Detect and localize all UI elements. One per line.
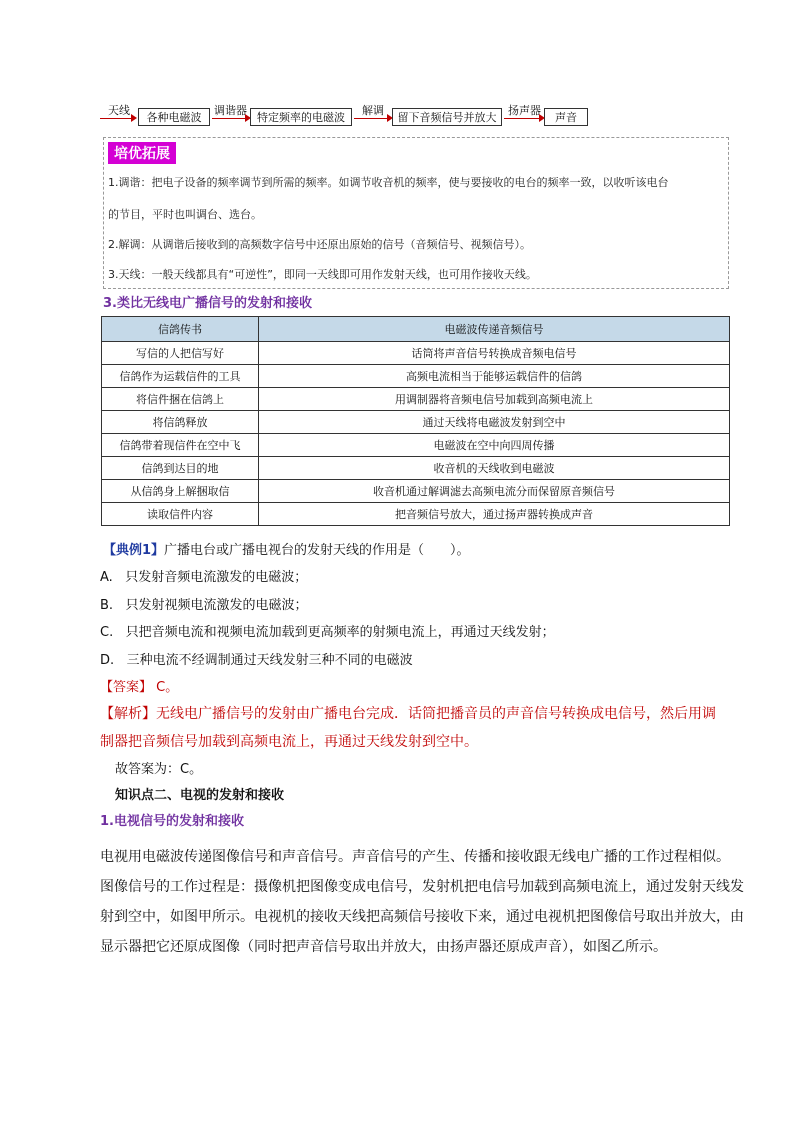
expansion-line-3: 2.解调：从调谐后接收到的高频数字信号中还原出原始的信号（音频信号、视频信号）。	[108, 238, 531, 251]
table-row	[102, 365, 730, 388]
option-letter: C.	[100, 625, 114, 640]
comparison-table	[101, 316, 730, 526]
knowledge-point-2-subheading: 1.电视信号的发射和接收	[100, 814, 244, 829]
paragraph-line-1: 电视用电磁波传递图像信号和声音信号。声音信号的产生、传播和接收跟无线电广播的工作过程相似。	[100, 849, 730, 865]
analysis-text-1: 无线电广播信号的发射由广播电台完成．话筒把播音员的声音信号转换成电信号，然后用调	[156, 706, 716, 722]
table-cell: 信鸽作为运载信件的工具	[102, 365, 259, 388]
table-cell: 写信的人把信写好	[102, 342, 259, 365]
answer-tag: 【答案】	[100, 680, 153, 695]
table-row	[102, 434, 730, 457]
expansion-title: 培优拓展	[108, 142, 176, 164]
table-cell: 收音机的天线收到电磁波	[259, 457, 730, 480]
expansion-line-1: 1.调谐：把电子设备的频率调节到所需的频率。如调节收音机的频率，使与要接收的电台的频率一致，以收听该电台	[108, 176, 669, 189]
conclusion: 故答案为：C。	[115, 762, 203, 777]
option-letter: B.	[100, 598, 114, 613]
table-cell: 用调制器将音频电信号加载到高频电流上	[259, 388, 730, 411]
table-row	[102, 457, 730, 480]
option-b	[100, 594, 307, 613]
example-question-text: 广播电台或广播电视台的发射天线的作用是（ ）。	[164, 543, 470, 558]
paragraph-line-3: 射到空中，如图甲所示。电视机的接收天线把高频信号接收下来，通过电视机把图像信号取出并放大，由	[100, 909, 744, 925]
option-letter: D.	[100, 653, 115, 668]
table-header-row	[102, 317, 730, 342]
table-cell: 信鸽到达目的地	[102, 457, 259, 480]
expansion-line-2: 的节目，平时也叫调台、选台。	[108, 208, 262, 221]
table-cell: 将信鸽释放	[102, 411, 259, 434]
table-cell: 从信鸽身上解捆取信	[102, 480, 259, 503]
table-cell: 读取信件内容	[102, 503, 259, 526]
flow-arrow-label-1: 调谐器	[214, 104, 247, 117]
expansion-box	[103, 137, 729, 289]
table-cell: 收音机通过解调滤去高频电流分而保留原音频信号	[259, 480, 730, 503]
option-text: 只发射视频电流激发的电磁波；	[125, 598, 308, 613]
option-letter: A.	[100, 570, 113, 585]
paragraph-line-2: 图像信号的工作过程是：摄像机把图像变成电信号，发射机把电信号加载到高频电流上，通过发射天线发	[100, 879, 744, 895]
table-cell: 信鸽带着现信件在空中飞	[102, 434, 259, 457]
flow-arrow-3	[354, 118, 388, 119]
table-cell: 高频电流相当于能够运载信件的信鸽	[259, 365, 730, 388]
option-text: 三种电流不经调制通过天线发射三种不同的电磁波	[126, 653, 413, 668]
table-row	[102, 480, 730, 503]
flow-arrow-2	[212, 118, 246, 119]
option-d	[100, 649, 413, 668]
table-row	[102, 411, 730, 434]
flow-start-label: 天线	[108, 104, 130, 117]
knowledge-point-2-heading: 知识点二、电视的发射和接收	[115, 788, 285, 803]
answer-value: C。	[156, 680, 179, 695]
table-header-right: 电磁波传递音频信号	[259, 317, 730, 342]
option-text: 只把音频电流和视频电流加载到更高频率的射频电流上，再通过天线发射；	[125, 625, 555, 640]
analysis-line-2: 制器把音频信号加载到高频电流上，再通过天线发射到空中。	[100, 734, 478, 750]
flow-box-2: 特定频率的电磁波	[250, 108, 352, 126]
table-cell: 话筒将声音信号转换成音频电信号	[259, 342, 730, 365]
table-row	[102, 503, 730, 526]
table-row	[102, 388, 730, 411]
example-tag: 【典例1】	[103, 543, 165, 558]
option-c	[100, 621, 555, 640]
table-cell: 电磁波在空中向四周传播	[259, 434, 730, 457]
expansion-line-4: 3.天线：一般天线都具有“可逆性”，即同一天线即可用作发射天线，也可用作接收天线。	[108, 268, 537, 281]
option-text: 只发射音频电流激发的电磁波；	[125, 570, 308, 585]
signal-flow-diagram	[100, 104, 700, 128]
flow-box-3: 留下音频信号并放大	[392, 108, 502, 126]
option-a	[100, 566, 307, 585]
section-3-heading: 3.类比无线电广播信号的发射和接收	[103, 296, 312, 311]
table-cell: 通过天线将电磁波发射到空中	[259, 411, 730, 434]
flow-arrow-label-2: 解调	[362, 104, 384, 117]
flow-arrow-4	[504, 118, 540, 119]
answer-line	[100, 676, 178, 695]
table-header-left: 信鸽传书	[102, 317, 259, 342]
flow-arrow-label-3: 扬声器	[508, 104, 541, 117]
flow-arrow-1	[100, 118, 132, 119]
table-cell: 将信件捆在信鸽上	[102, 388, 259, 411]
table-cell: 把音频信号放大，通过扬声器转换成声音	[259, 503, 730, 526]
flow-box-1: 各种电磁波	[138, 108, 210, 126]
analysis-line-1	[100, 703, 716, 723]
paragraph-line-4: 显示器把它还原成图像（同时把声音信号取出并放大，由扬声器还原成声音），如图乙所示。	[100, 939, 667, 955]
example-question	[103, 539, 470, 558]
table-row	[102, 342, 730, 365]
analysis-tag: 【解析】	[100, 706, 156, 722]
flow-box-4: 声音	[544, 108, 588, 126]
